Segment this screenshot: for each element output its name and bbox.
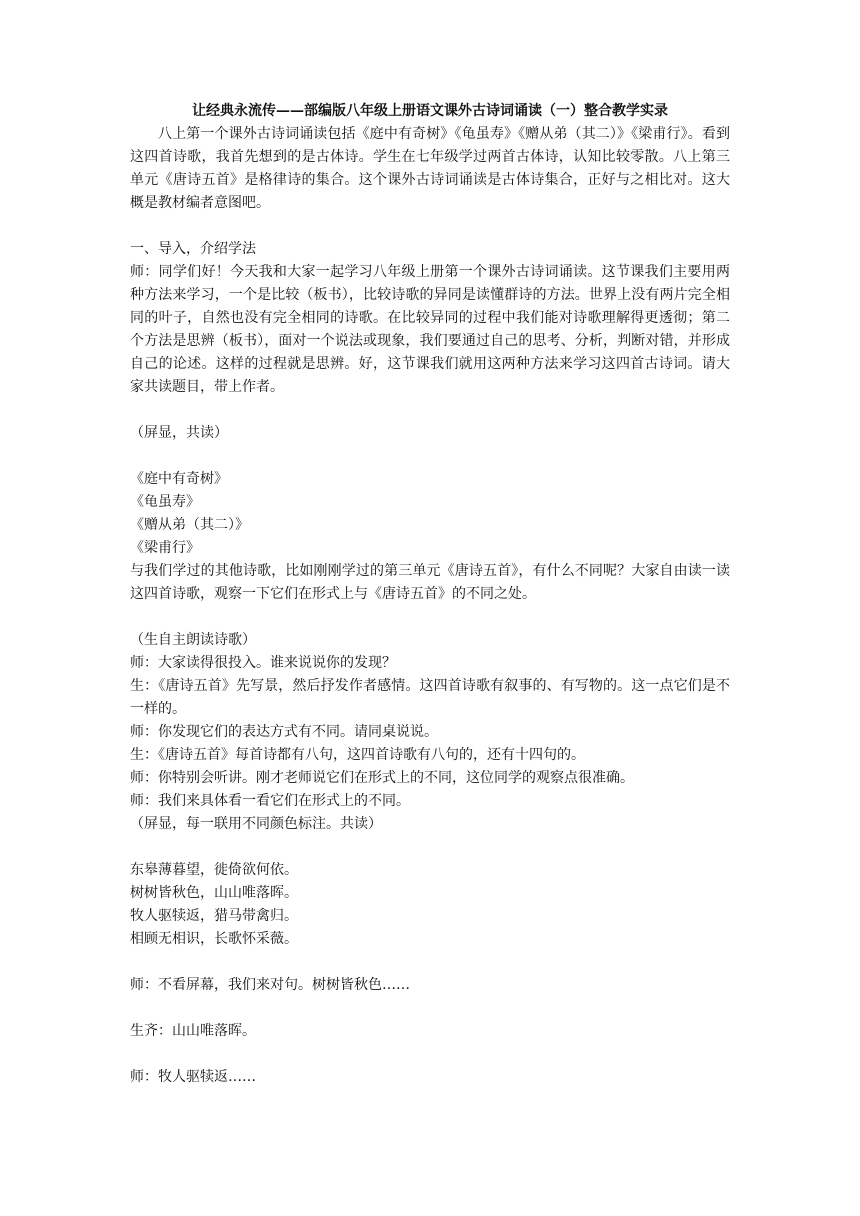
poem-title: 《梁甫行》 (130, 540, 200, 556)
blank-line (130, 836, 730, 859)
section-heading: 一、导入，介绍学法 (130, 241, 256, 257)
dialogue-line: 师：你特别会听讲。刚才老师说它们在形式上的不同，这位同学的观察点很准确。 (130, 770, 634, 786)
poem-line: 牧人驱犊返，猎马带禽归。 (130, 908, 298, 924)
dialogue-line: 师：我们来具体看一看它们在形式上的不同。 (130, 793, 410, 809)
teacher-paragraph: 师：同学们好！今天我和大家一起学习八年级上册第一个课外古诗词诵读。这节课我们主要用两种方法来学习，一个是比较（板书），比较诗歌的异同是读懂群诗的方法。世界上没有两片完全相同的叶子，自然也没有完全相同的诗歌。在比较异同的过程中我们能对诗歌理解得更透彻；第二个方法是思辨（板书），面对一个说法或现象，我们要通过自己的思考、分析，判断对错，并形成自己的论述。这样的过程就是思辨。好，这节课我们就用这两种方法来学习这四首古诗词。请大家共读题目，带上作者。 (130, 264, 730, 395)
compare-prompt: 与我们学过的其他诗歌，比如刚刚学过的第三单元《唐诗五首》，有什么不同呢？大家自由读一读这四首诗歌，观察一下它们在形式上与《唐诗五首》的不同之处。 (130, 563, 730, 602)
dialogue-line: 师：你发现它们的表达方式有不同。请同桌说说。 (130, 724, 438, 740)
stage-direction: （屏显，共读） (130, 425, 228, 441)
blank-line (130, 997, 730, 1020)
blank-line (130, 215, 730, 238)
blank-line (130, 399, 730, 422)
dialogue-line: 生齐：山山唯落晖。 (130, 1023, 256, 1039)
poem-line: 东皋薄暮望，徙倚欲何依。 (130, 862, 298, 878)
dialogue-line: 生：《唐诗五首》每首诗都有八句，这四首诗歌有八句的，还有十四句的。 (130, 747, 585, 763)
blank-line (130, 951, 730, 974)
dialogue-line: 师：不看屏幕，我们来对句。树树皆秋色…… (130, 977, 410, 993)
intro-paragraph: 八上第一个课外古诗词诵读包括《庭中有奇树》《龟虽寿》《赠从弟（其二）》《梁甫行》。看到这四首诗歌，我首先想到的是古体诗。学生在七年级学过两首古体诗，认知比较零散。八上第三单元《唐诗五首》是格律诗的集合。这个课外古诗词诵读是古体诗集合，正好与之相比对。这大概是教材编者意图吧。 (130, 126, 730, 211)
poem-title: 《赠从弟（其二）》 (130, 517, 249, 533)
blank-line (130, 1043, 730, 1066)
poem-line: 相顾无相识，长歌怀采薇。 (130, 931, 298, 947)
stage-direction: （屏显，每一联用不同颜色标注。共读） (130, 816, 382, 832)
stage-direction: （生自主朗读诗歌） (130, 632, 256, 648)
document-title: 让经典永流传——部编版八年级上册语文课外古诗词诵读（一）整合教学实录 (192, 103, 668, 119)
poem-title: 《龟虽寿》 (130, 494, 200, 510)
dialogue-line: 生：《唐诗五首》先写景，然后抒发作者感情。这四首诗歌有叙事的、有写物的。这一点它们是不一样的。 (130, 678, 730, 717)
poem-title: 《庭中有奇树》 (130, 471, 228, 487)
blank-line (130, 606, 730, 629)
blank-line (130, 445, 730, 468)
dialogue-line: 师：牧人驱犊返…… (130, 1069, 256, 1085)
dialogue-line: 师：大家读得很投入。谁来说说你的发现？ (130, 655, 396, 671)
document-page (130, 100, 730, 1089)
poem-line: 树树皆秋色，山山唯落晖。 (130, 885, 298, 901)
